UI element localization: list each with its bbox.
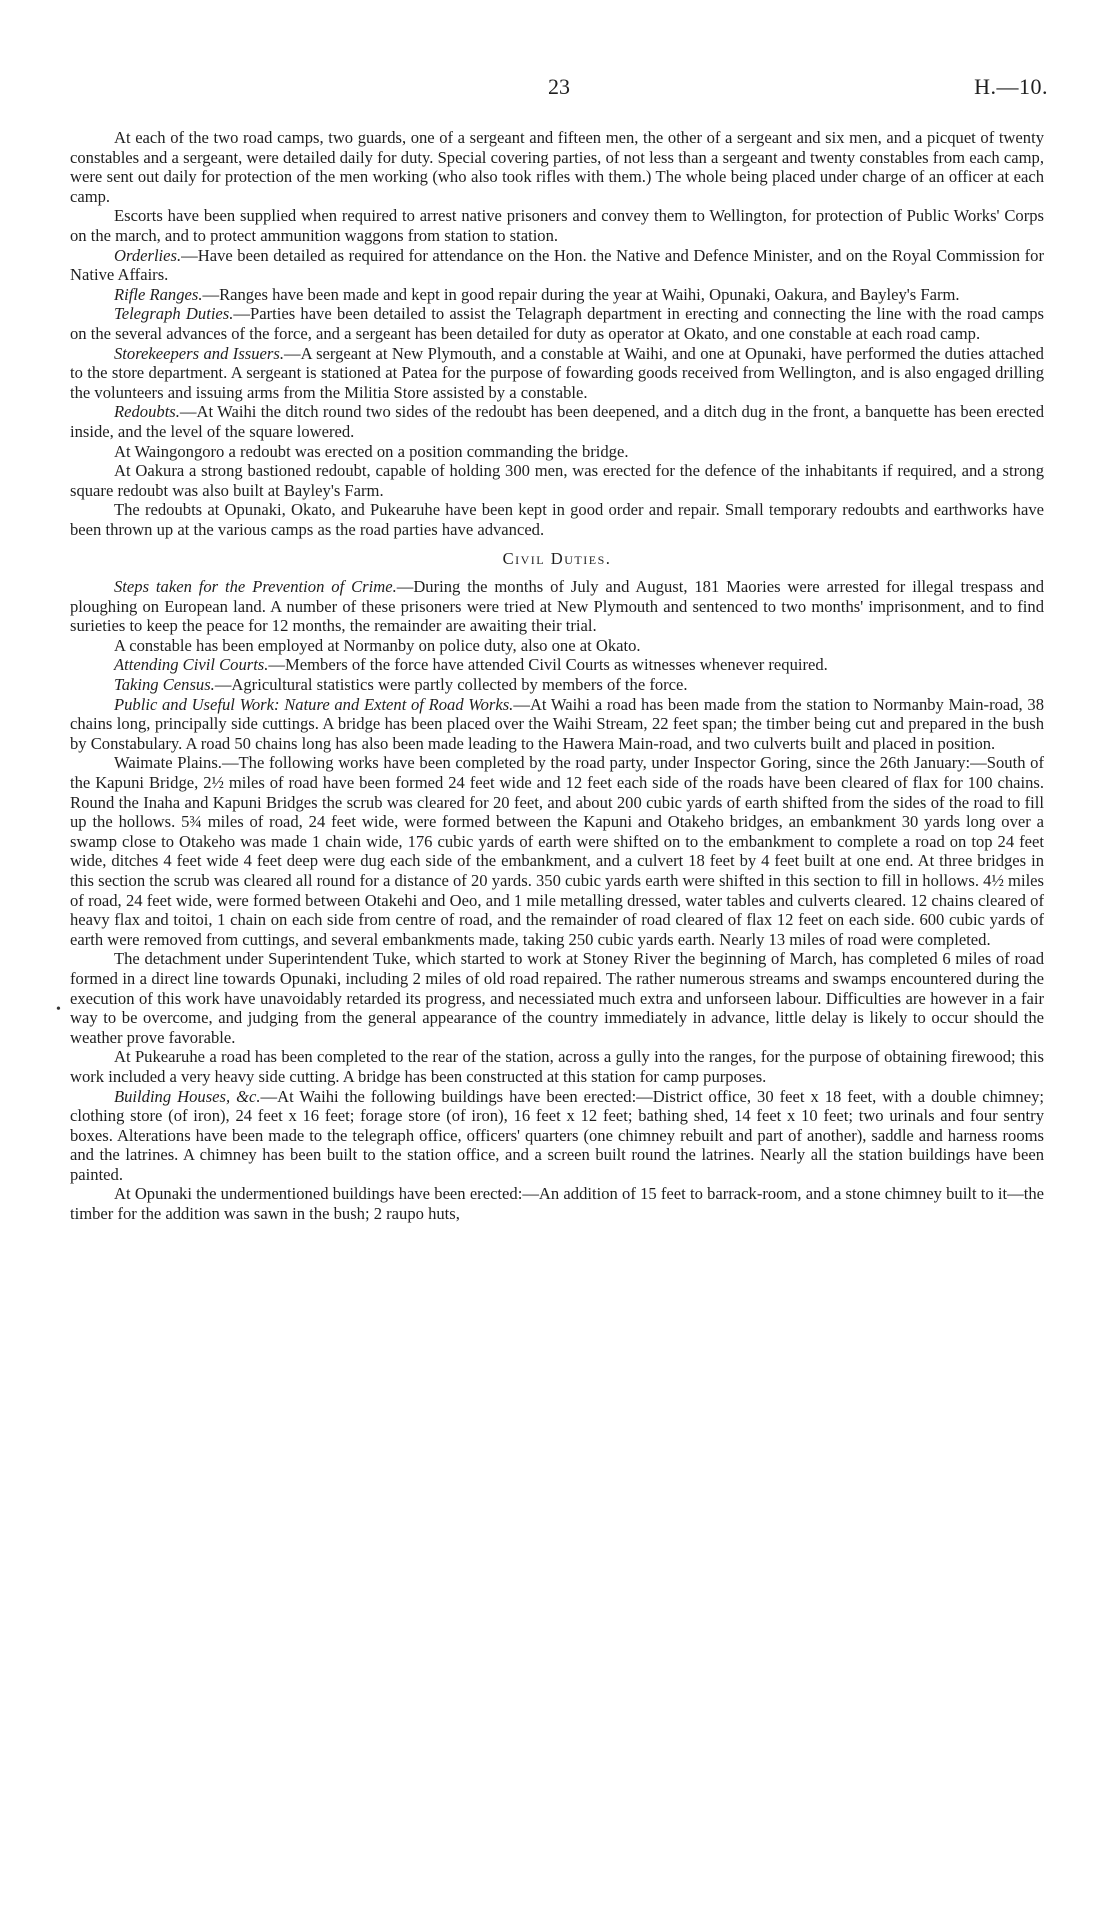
paragraph-lead: Steps taken for the Prevention of Crime. (114, 577, 397, 597)
paragraph-lead: Redoubts. (114, 402, 180, 422)
paragraph: Telegraph Duties.—Parties have been detailed to assist the Telagraph department in erecting and connecting the line with the road camps on the several advances of the force, and a sergeant has been detailed for duty as operator at Okato, and one constable at each road camp. (70, 304, 1044, 343)
paragraph: Public and Useful Work: Nature and Extent of Road Works.—At Waihi a road has been made from the station to Normanby Main-road, 38 chains long, principally side cuttings. A bridge has been placed over the Waihi Stream, 22 feet span; the timber being cut and prepared in the bush by Constabulary. A road 50 chains long has also been made leading to the Hawera Main-road, and two culverts built and placed in position. (70, 694, 1044, 753)
page-header (0, 74, 1114, 114)
paragraph: At Opunaki the undermentioned buildings have been erected:—An addition of 15 feet to barrack-room, and a stone chimney built to it—the timber for the addition was sawn in the bush; 2 raupo huts, (70, 1184, 1044, 1224)
paragraph-lead: Taking Census. (114, 675, 215, 695)
paragraph: Escorts have been supplied when required to arrest native prisoners and convey them to Wellington, for protection of Public Works' Corps on the march, and to protect ammunition waggons from station to station. (70, 206, 1044, 245)
paragraph: The detachment under Superintendent Tuke, which started to work at Stoney River the beginning of March, has completed 6 miles of road formed in a direct line towards Opunaki, including 2 miles of old road repaired. The rather numerous streams and swamps encountered during the execution of this work have unavoidably retarded its progress, and necessiated much extra and unforseen labour. Difficulties are however in a fair way to be overcome, and judging from the general appearance of the country immediately in advance, little delay is likely to occur should the weather prove favorable. (70, 949, 1044, 1047)
series-reference: H.—10. (974, 74, 1048, 99)
section-heading: Civil Duties. (502, 549, 612, 569)
paragraph: Attending Civil Courts.—Members of the force have attended Civil Courts as witnesses whenever required. (114, 655, 828, 675)
paragraph-lead: Telegraph Duties. (114, 304, 234, 324)
paragraph: Rifle Ranges.—Ranges have been made and kept in good repair during the year at Waihi, Opunaki, Oakura, and Bayley's Farm. (114, 284, 960, 304)
paragraph-lead: Storekeepers and Issuers. (114, 343, 284, 363)
paragraph: Taking Census.—Agricultural statistics were partly collected by members of the force. (114, 675, 688, 695)
paragraph: Storekeepers and Issuers.—A sergeant at New Plymouth, and a constable at Waihi, and one at Opunaki, have performed the duties attached to the store department. A sergeant is stationed at Patea for the purpose of fowarding goods received from Wellington, and is also engaged drilling the volunteers and issuing arms from the Militia Store assisted by a constable. (70, 343, 1044, 402)
paragraph: The redoubts at Opunaki, Okato, and Pukearuhe have been kept in good order and repair. Small temporary redoubts and earthworks have been thrown up at the various camps as the road parties have advanced. (70, 500, 1044, 539)
paragraph: Orderlies.—Have been detailed as required for attendance on the Hon. the Native and Defence Minister, and on the Royal Commission for Native Affairs. (70, 245, 1044, 285)
paragraph-lead: Attending Civil Courts. (114, 655, 269, 675)
paragraph: Waimate Plains.—The following works have been completed by the road party, under Inspector Goring, since the 26th January:—South of the Kapuni Bridge, 2½ miles of road have been formed 24 feet wide and 12 feet each side of the roads have been cleared of flax for 100 chains. Round the Inaha and Kapuni Bridges the scrub was cleared for 20 feet, and about 200 cubic yards of earth shifted from the sides of the road to fill up the hollows. 5¾ miles of road, 24 feet wide, were formed between the Kapuni and Otakeho bridges, an embankment 30 yards long over a swamp close to Otakeho was made 1 chain wide, 176 cubic yards of earth were shifted on to the embankment to complete a road on top 24 feet wide, ditches 4 feet wide 4 feet deep were dug each side of the embankment, and a culvert 18 feet by 4 feet built at one end. At three bridges in this section the scrub was cleared all round for a distance of 20 yards. 350 cubic yards earth were shifted in this section to fill in hollows. 4½ miles of road, 24 feet wide, were formed between Otakehi and Oeo, and 1 mile metalling dressed, water tables and culverts cleared. 12 chains cleared of heavy flax and toitoi, 1 chain on each side from centre of road, and the remainder of road cleared of flax 12 feet on each side. 600 cubic yards of earth were removed from cuttings, and several embankments made, taking 250 cubic yards earth. Nearly 13 miles of road were completed. (70, 753, 1044, 949)
paragraph: Steps taken for the Prevention of Crime.—During the months of July and August, 181 Maories were arrested for illegal trespass and ploughing on European land. A number of these prisoners were tried at New Plymouth and sentenced to two months' imprisonment, and to find surieties to keep the peace for 12 months, the remainder are awaiting their trial. (70, 577, 1044, 636)
paragraph: At Pukearuhe a road has been completed to the rear of the station, across a gully into the ranges, for the purpose of obtaining firewood; this work included a very heavy side cutting. A bridge has been constructed at this station for camp purposes. (70, 1047, 1044, 1086)
paragraph-lead: Orderlies. (114, 245, 182, 265)
paragraph: Redoubts.—At Waihi the ditch round two sides of the redoubt has been deepened, and a ditch dug in the front, a banquette has been erected inside, and the level of the square lowered. (70, 402, 1044, 441)
paragraph-lead: Building Houses, &c. (114, 1086, 261, 1106)
paragraph-lead: Public and Useful Work: Nature and Extent of Road Works. (114, 694, 514, 714)
paragraph-lead: Rifle Ranges. (114, 284, 203, 304)
paragraph: A constable has been employed at Normanby on police duty, also one at Okato. (114, 635, 641, 655)
paragraph: Building Houses, &c.—At Waihi the following buildings have been erected:—District office, 30 feet x 18 feet, with a double chimney; clothing store (of iron), 24 feet x 16 feet; forage store (of iron), 16 feet x 12 feet; bathing shed, 14 feet x 10 feet; two urinals and four sentry boxes. Alterations have been made to the telegraph office, officers' quarters (one chimney rebuilt and part of another), saddle and harness rooms and the latrines. A chimney has been built to the station office, and a screen built round the latrines. Nearly all the station buildings have been painted. (70, 1086, 1044, 1184)
paragraph: At Oakura a strong bastioned redoubt, capable of holding 300 men, was erected for the defence of the inhabitants if required, and a strong square redoubt was also built at Bayley's Farm. (70, 461, 1044, 500)
margin-mark: • (56, 1002, 61, 1017)
page-number: 23 (548, 74, 570, 99)
paragraph: At each of the two road camps, two guards, one of a sergeant and fifteen men, the other of a sergeant and six men, and a picquet of twenty constables and a sergeant, were detailed daily for duty. Special covering parties, of not less than a sergeant and twenty constables from each camp, were sent out daily for protection of the men working (who also took rifles with them.) The whole being placed under charge of an officer at each camp. (70, 128, 1044, 206)
paragraph: At Waingongoro a redoubt was erected on a position commanding the bridge. (114, 441, 629, 461)
document-body (70, 128, 1044, 1224)
